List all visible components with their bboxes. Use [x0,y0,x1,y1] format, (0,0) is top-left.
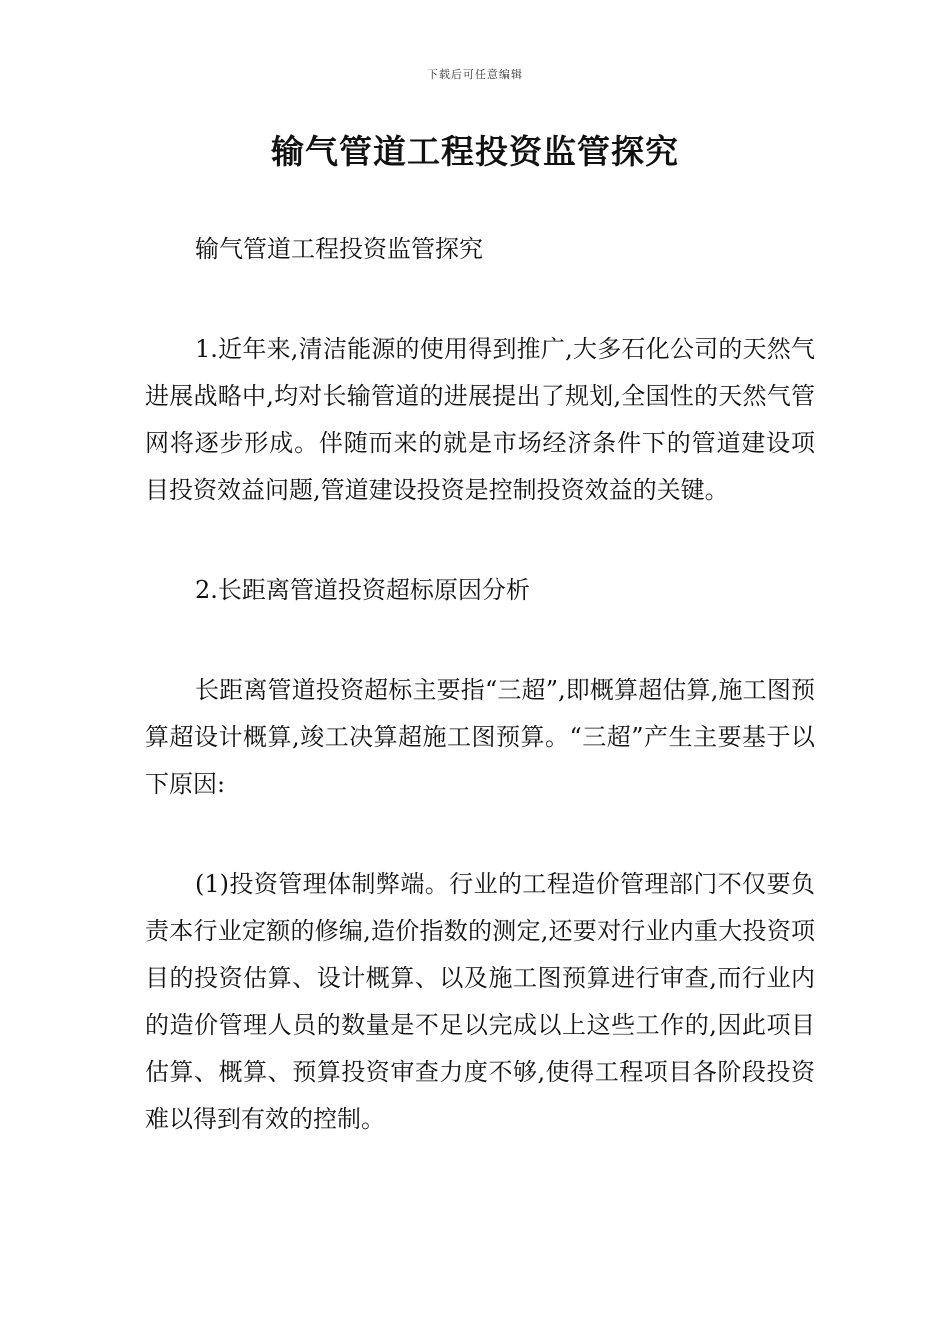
paragraph-gap [145,514,815,567]
paragraph-gap [145,614,815,667]
subtitle-paragraph: 输气管道工程投资监管探究 [195,235,483,263]
page-title: 输气管道工程投资监管探究 [271,132,679,171]
paragraph-gap [145,808,815,861]
paragraph-three-over: 长距离管道投资超标主要指“三超”,即概算超估算,施工图预算超设计概算,竣工决算超施工图预算。“三超”产生主要基于以下原因: [145,676,815,798]
paragraph-cause-1: (1)投资管理体制弊端。行业的工程造价管理部门不仅要负责本行业定额的修编,造价指数的测定,还要对行业内重大投资项目的投资估算、设计概算、以及施工图预算进行审查,而行业内的造价管理人员的数量是不足以完成以上这些工作的,因此项目估算、概算、预算投资审查力度不够,使得工程项目各阶段投资难以得到有效的控制。 [145,870,815,1133]
header-note: 下载后可任意编辑 [427,68,523,81]
paragraph-gap [145,273,815,326]
document-body [145,226,815,1143]
paragraph-intro: 1.近年来,清洁能源的使用得到推广,大多石化公司的天然气进展战略中,均对长输管道的进展提出了规划,全国性的天然气管网将逐步形成。伴随而来的就是市场经济条件下的管道建设项目投资效益问题,管道建设投资是控制投资效益的关键。 [145,335,815,504]
section-heading: 2.长距离管道投资超标原因分析 [195,576,530,604]
